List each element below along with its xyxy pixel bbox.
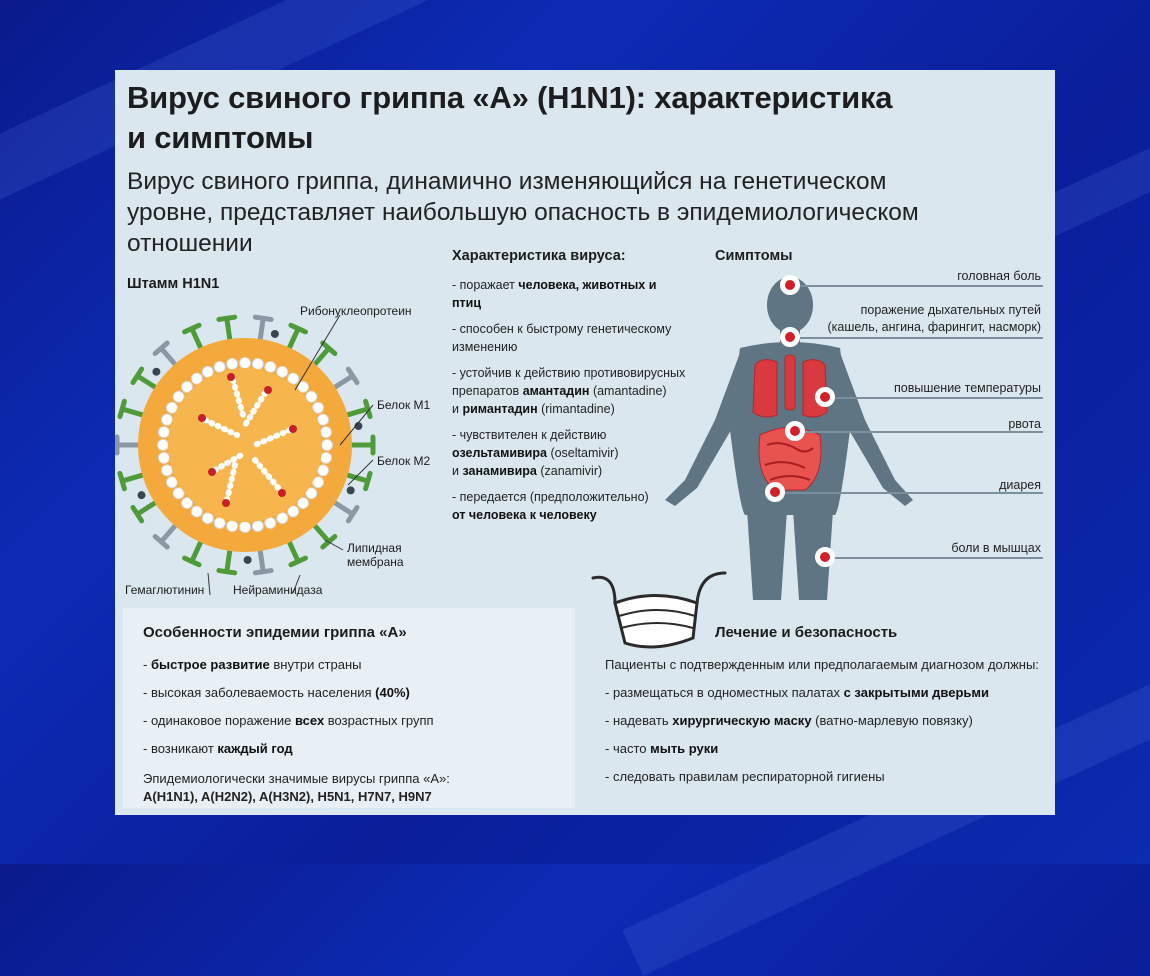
treatment-panel: [593, 610, 1053, 810]
lung-left: [753, 360, 777, 417]
item-post-text: (ватно-марлевую повязку): [811, 713, 973, 728]
lipid-bead: [265, 362, 276, 373]
body-left-leg: [747, 510, 787, 600]
strain-heading: Штамм H1N1: [127, 276, 220, 292]
infographic-card: [115, 70, 1055, 815]
item-bold-text: хирургическую маску: [672, 713, 812, 728]
item-bold-text: от человека к человеку: [452, 508, 597, 522]
lipid-bead: [162, 465, 173, 476]
virus-core: [168, 368, 322, 522]
m2-protein-dot: [271, 330, 279, 338]
item-pre-text: - одинаковое поражение: [143, 713, 295, 728]
spike-head: [120, 401, 125, 416]
epidemic-panel: [123, 608, 575, 808]
lipid-bead: [317, 465, 328, 476]
list-item: [452, 400, 615, 418]
list-item: [605, 768, 885, 786]
lipid-bead: [159, 427, 170, 438]
subtitle-line: Вирус свиного гриппа, динамично изменяющийся на генетическом: [127, 168, 887, 195]
title-line: Вирус свиного гриппа «А» (H1N1): характеристика: [127, 80, 893, 115]
m2-protein-dot: [152, 368, 160, 376]
list-item: [452, 382, 667, 400]
item-pre-text: препаратов: [452, 384, 523, 398]
item-post-text: (oseltamivir): [546, 446, 619, 460]
symptom-dot: [780, 275, 800, 295]
spike-head: [219, 571, 235, 573]
label-line: Липидная: [347, 541, 402, 555]
item-pre-text: - надевать: [605, 713, 673, 728]
trachea: [785, 355, 795, 410]
symptom-label: [1008, 416, 1041, 433]
subtitle-line: уровне, представляет наибольшую опасность в эпидемиологическом: [127, 199, 919, 226]
item-pre-text: - следовать правилам респираторной гигиены: [605, 769, 885, 784]
label-m1-protein: Белок М1: [377, 398, 431, 412]
item-bold-text: (40%): [375, 685, 410, 700]
mask-strap-left: [593, 577, 615, 603]
m2-protein-dot: [138, 491, 146, 499]
item-pre-text: и: [452, 464, 463, 478]
spike-head: [185, 558, 200, 565]
item-bold-text: каждый год: [217, 741, 293, 756]
subtitle-line: отношении: [127, 230, 253, 257]
symptom-dot: [815, 387, 835, 407]
label-ribonucleoprotein: Рибонуклеопротеин: [300, 304, 412, 318]
item-pre-text: изменению: [452, 340, 518, 354]
symptom-dot-center: [790, 426, 800, 436]
lipid-bead: [320, 427, 331, 438]
rnp-dot: [264, 386, 272, 394]
symptom-leader-line: [795, 431, 1043, 433]
list-item: [143, 740, 293, 758]
spike-head: [366, 473, 371, 488]
symptom-dot: [780, 327, 800, 347]
list-item: [143, 656, 361, 674]
item-pre-text: - высокая заболеваемость населения: [143, 685, 376, 700]
list-item: [452, 276, 656, 294]
list-item: [605, 740, 718, 758]
list-item: [452, 338, 517, 356]
item-pre-text: - чувствителен к действию: [452, 428, 607, 442]
symptom-leader-line: [790, 337, 1043, 339]
item-bold-text: человека, животных и: [518, 278, 657, 292]
label-neuraminidase: Нейраминидаза: [233, 583, 323, 597]
item-bold-text: птиц: [452, 296, 482, 310]
symptom-label-line: (кашель, ангина, фарингит, насморк): [827, 320, 1041, 334]
spike-head: [185, 325, 200, 332]
item-bold-text: мыть руки: [650, 741, 719, 756]
symptom-label-line: поражение дыхательных путей: [860, 303, 1041, 317]
symptom-label-line: диарея: [999, 478, 1041, 492]
rnp-dot: [198, 414, 206, 422]
spike-head: [219, 317, 235, 319]
lipid-bead: [240, 522, 251, 533]
lipid-bead: [252, 520, 263, 531]
title-line: и симптомы: [127, 120, 314, 155]
label-m2-protein: Белок М2: [377, 454, 431, 468]
symptom-dot: [815, 547, 835, 567]
list-item: [452, 488, 649, 506]
spike-head: [291, 558, 306, 565]
m2-protein-dot: [244, 556, 252, 564]
symptom-dot-center: [820, 392, 830, 402]
label-line: мембрана: [347, 555, 404, 569]
item-bold-text: занамивира: [462, 464, 537, 478]
spike-head: [255, 571, 271, 573]
list-item: [452, 506, 597, 524]
symptom-label-line: головная боль: [957, 269, 1041, 283]
symptom-label: [951, 540, 1041, 557]
list-item: [452, 294, 481, 312]
spike-head: [120, 473, 125, 488]
lipid-bead: [214, 517, 225, 528]
item-pre-text: - передается (предположительно): [452, 490, 649, 504]
symptom-dot-center: [770, 487, 780, 497]
lipid-bead: [227, 520, 238, 531]
item-bold-text: быстрое развитие: [150, 657, 270, 672]
lipid-bead: [322, 440, 333, 451]
item-pre-text: - способен к быстрому генетическому: [452, 322, 672, 336]
item-bold-text: озельтамивира: [452, 446, 547, 460]
symptom-dot-center: [785, 332, 795, 342]
lipid-bead: [159, 452, 170, 463]
symptom-leader-line: [825, 397, 1043, 399]
lipid-bead: [158, 440, 169, 451]
rnp-dot: [227, 373, 235, 381]
characteristics-heading: Характеристика вируса:: [452, 248, 626, 264]
item-post-text: возрастных групп: [324, 713, 434, 728]
lipid-bead: [227, 359, 238, 370]
item-post-text: (zanamivir): [536, 464, 603, 478]
epidemic-strains: A(H1N1), A(H2N2), A(H3N2), H5N1, H7N7, H9N7: [143, 789, 432, 804]
item-bold-text: амантадин: [522, 384, 590, 398]
list-item: [452, 364, 685, 382]
item-post-text: (rimantadine): [537, 402, 615, 416]
rnp-dot: [208, 468, 216, 476]
spike-head: [255, 317, 271, 319]
lipid-bead: [265, 517, 276, 528]
list-item: [452, 444, 619, 462]
list-item: [452, 462, 602, 480]
symptom-dot: [785, 421, 805, 441]
subtitle: [127, 166, 1037, 259]
item-post-text: (amantadine): [589, 384, 667, 398]
leader-line: [208, 573, 210, 595]
symptom-dot-center: [785, 280, 795, 290]
symptom-label-line: боли в мышцах: [951, 541, 1041, 555]
epidemic-note: Эпидемиологически значимые вирусы гриппа «А»:: [143, 771, 450, 786]
spike-head: [291, 325, 306, 332]
rnp-dot: [289, 425, 297, 433]
list-item: [143, 712, 434, 730]
m2-protein-dot: [347, 486, 355, 494]
symptom-label-line: рвота: [1008, 417, 1041, 431]
item-bold-text: с закрытыми дверьми: [843, 685, 990, 700]
label-hemagglutinin: Гемаглютинин: [125, 583, 205, 597]
symptom-leader-line: [790, 285, 1043, 287]
item-bold-text: всех: [294, 713, 325, 728]
symptom-label: [957, 268, 1041, 285]
symptom-label: [999, 477, 1041, 494]
lipid-bead: [317, 414, 328, 425]
list-item: [605, 712, 973, 730]
lipid-bead: [214, 362, 225, 373]
list-item: [452, 426, 606, 444]
item-post-text: внутри страны: [269, 657, 362, 672]
item-pre-text: - возникают: [143, 741, 218, 756]
item-pre-text: - размещаться в одноместных палатах: [605, 685, 844, 700]
item-pre-text: - часто: [605, 741, 651, 756]
list-item: [605, 684, 989, 702]
symptom-dot: [765, 482, 785, 502]
symptom-dot-center: [820, 552, 830, 562]
item-pre-text: и: [452, 402, 463, 416]
treatment-heading: Лечение и безопасность: [715, 624, 898, 641]
rnp-dot: [278, 489, 286, 497]
list-item: [143, 684, 410, 702]
rnp-dot: [222, 499, 230, 507]
epidemic-heading: Особенности эпидемии гриппа «А»: [143, 624, 407, 641]
symptom-label: [894, 380, 1041, 397]
item-pre-text: - поражает: [452, 278, 519, 292]
label-lipid-membrane: [347, 541, 404, 569]
lipid-bead: [240, 358, 251, 369]
item-bold-text: римантадин: [462, 402, 538, 416]
symptoms-heading: Симптомы: [715, 248, 793, 264]
item-pre-text: -: [143, 657, 151, 672]
lipid-bead: [162, 414, 173, 425]
page-title: [127, 78, 1027, 158]
symptom-label-line: повышение температуры: [893, 381, 1041, 395]
item-pre-text: - устойчив к действию противовирусных: [452, 366, 686, 380]
mask-strap-right: [697, 573, 725, 603]
lipid-bead: [320, 452, 331, 463]
lipid-bead: [252, 359, 263, 370]
treatment-intro: Пациенты с подтвержденным или предполагаемым диагнозом должны:: [605, 657, 1039, 672]
symptom-leader-line: [825, 557, 1043, 559]
symptom-label: [827, 302, 1041, 336]
list-item: [452, 320, 671, 338]
